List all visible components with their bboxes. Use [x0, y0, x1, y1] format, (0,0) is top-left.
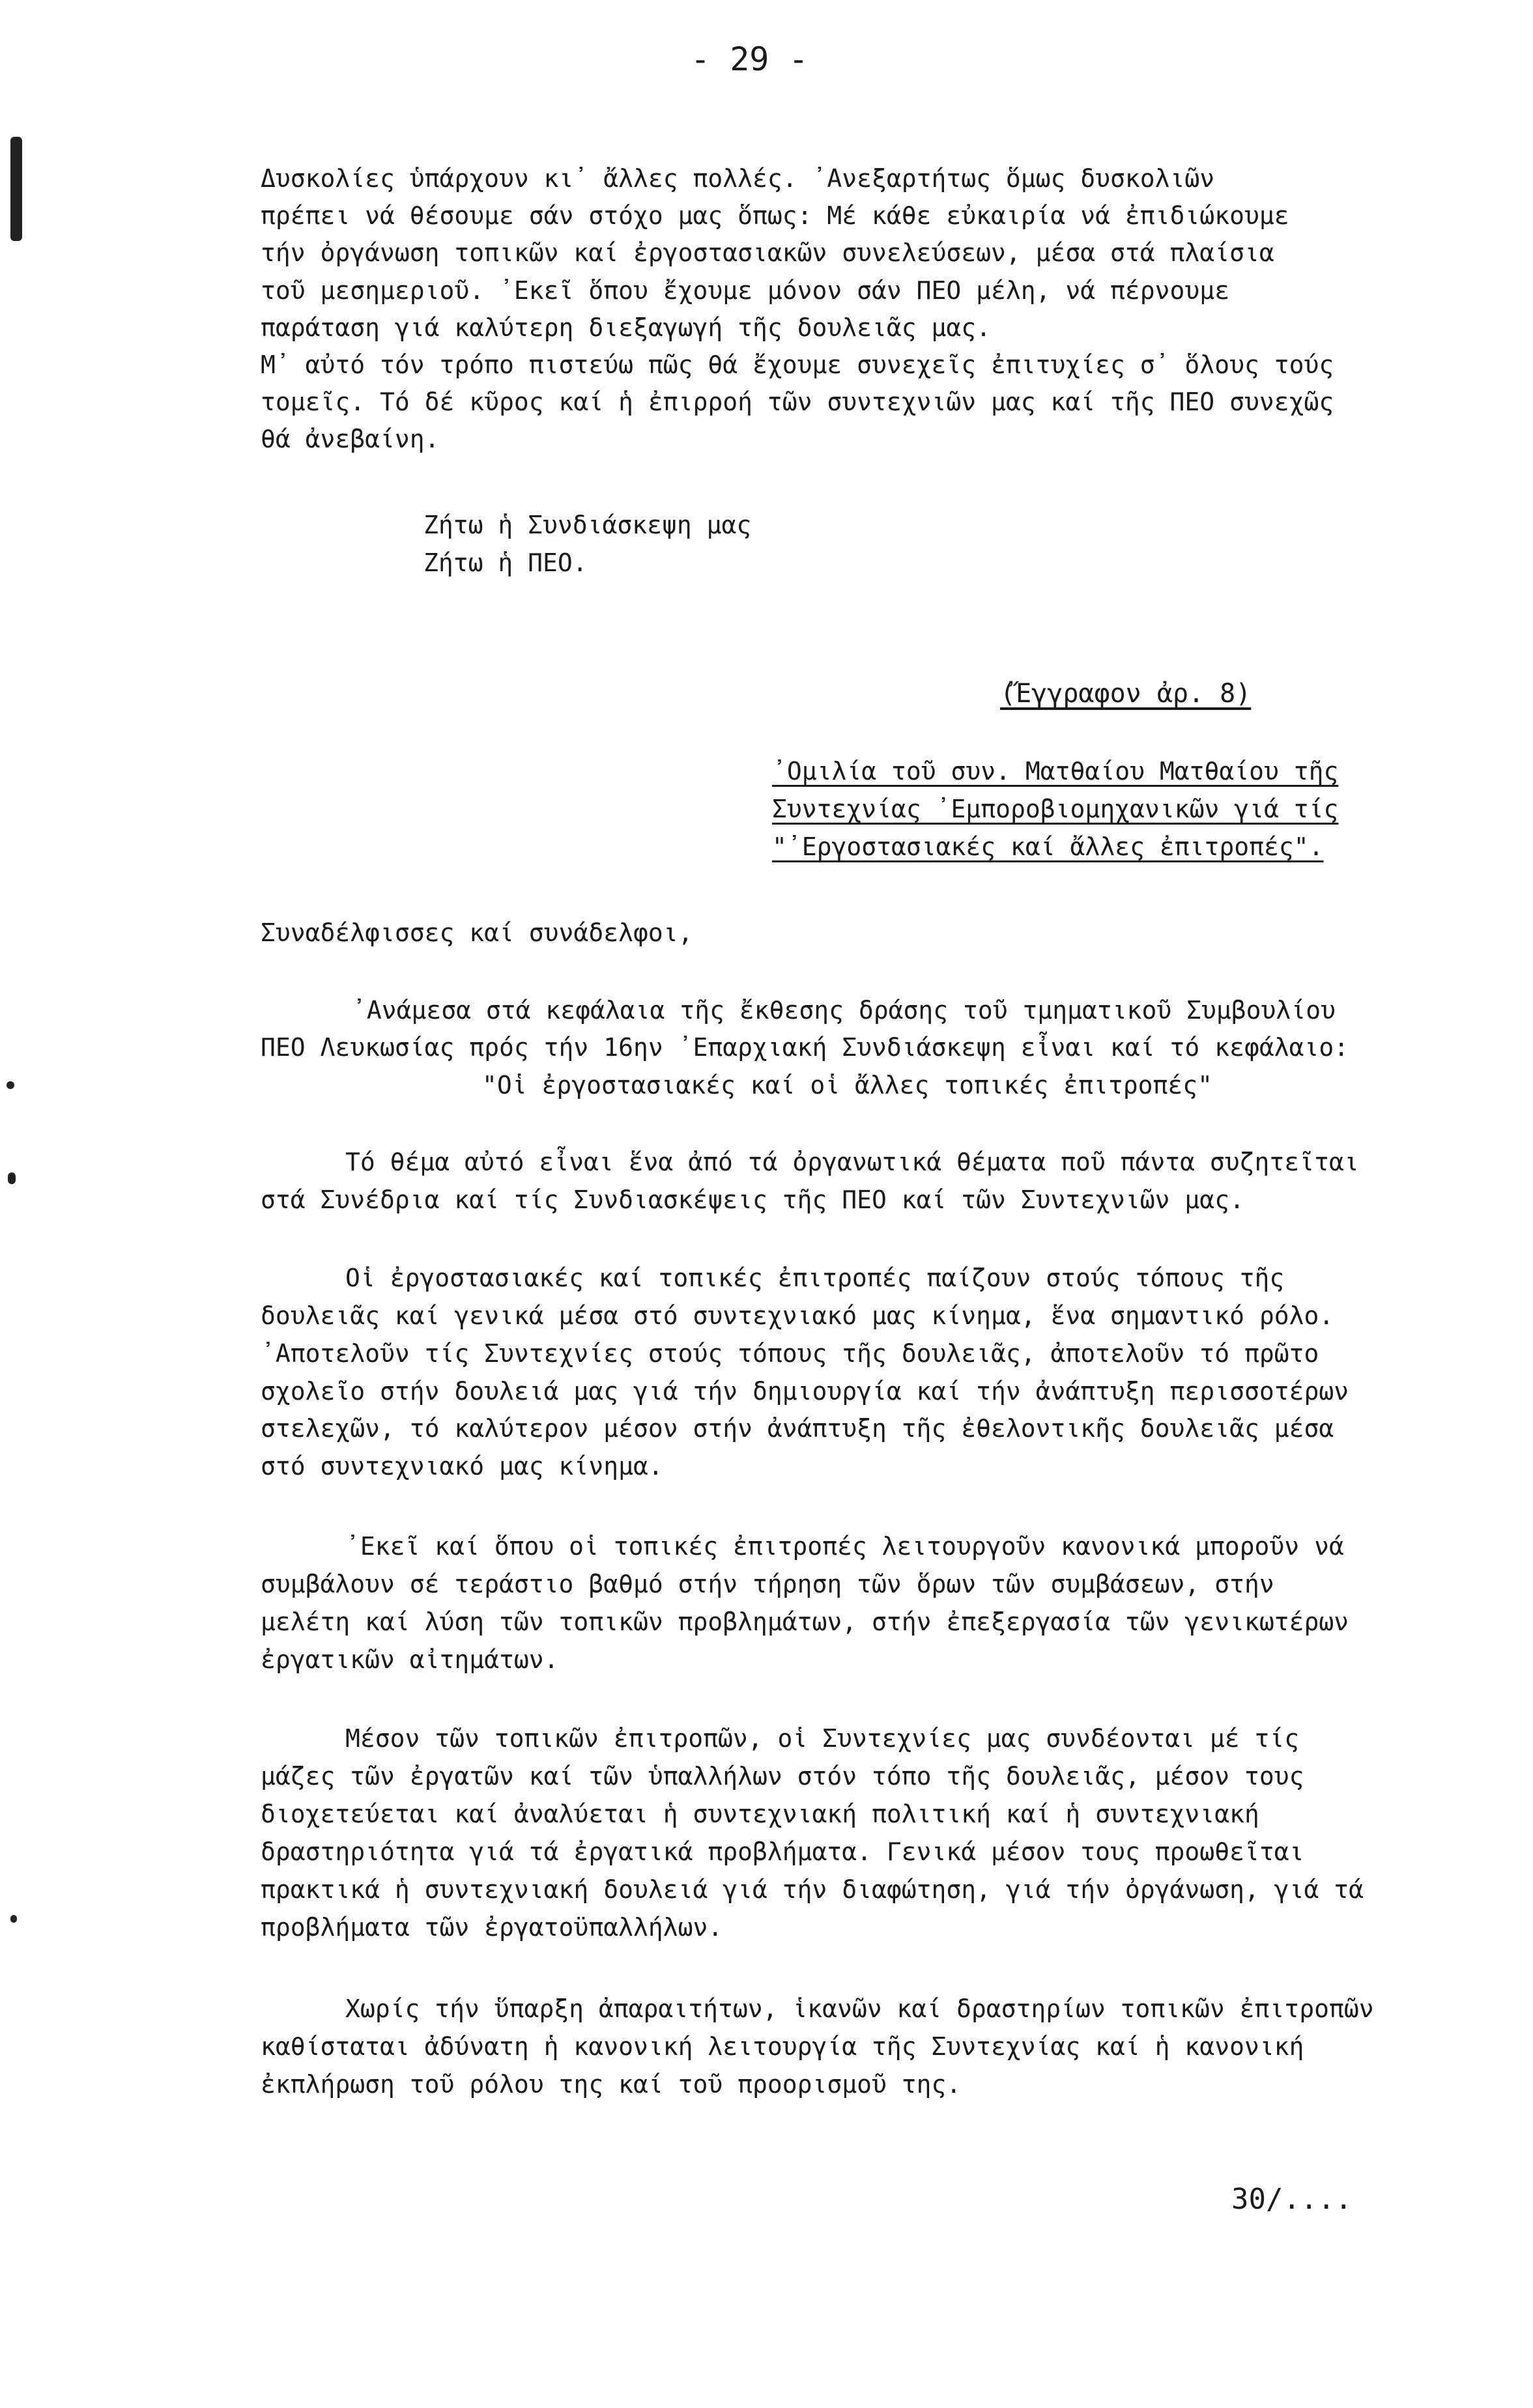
text-line: τοῦ μεσημεριοῦ. ᾽Εκεῖ ὅπου ἔχουμε μόνον σάν ΠΕΟ μέλη, νά πέρνουμε: [261, 276, 1230, 305]
text-line: καθίσταται ἀδύνατη ἡ κανονική λειτουργία τῆς Συντεχνίας καί ἡ κανονική: [261, 2032, 1304, 2061]
text-line: μάζες τῶν ἐργατῶν καί τῶν ὑπαλλήλων στόν τόπο τῆς δουλειᾶς, μέσον τους: [261, 1762, 1304, 1791]
scan-mark: [10, 1915, 17, 1923]
text-line: δουλειᾶς καί γενικά μέσα στό συντεχνιακό μας κίνημα, ἕνα σημαντικό ρόλο.: [261, 1301, 1334, 1330]
text-line: σχολεῖο στήν δουλειά μας γιά τήν δημιουργία καί τήν ἀνάπτυξη περισσοτέρων: [261, 1377, 1349, 1406]
speech-title-line: "᾽Εργοστασιακές καί ἄλλες ἐπιτροπές".: [772, 832, 1324, 861]
salutation: Συναδέλφισσες καί συνάδελφοι,: [261, 918, 693, 947]
slogan: Ζήτω ἡ ΠΕΟ.: [423, 548, 588, 577]
text-line: στελεχῶν, τό καλύτερον μέσον στήν ἀνάπτυξη τῆς ἐθελοντικῆς δουλειᾶς μέσα: [261, 1414, 1334, 1443]
text-line: Χωρίς τήν ὕπαρξη ἀπαραιτήτων, ἱκανῶν καί δραστηρίων τοπικῶν ἐπιτροπῶν: [345, 1994, 1374, 2023]
continuation-marker: 30/....: [1231, 2183, 1353, 2216]
text-line: διοχετεύεται καί ἀναλύεται ἡ συντεχνιακή πολιτική καί ἡ συντεχνιακή: [261, 1800, 1259, 1828]
text-line: Μέσον τῶν τοπικῶν ἐπιτροπῶν, οἱ Συντεχνίες μας συνδέονται μέ τίς: [345, 1724, 1300, 1753]
scan-mark: [10, 137, 22, 241]
text-line: Οἱ ἐργοστασιακές καί τοπικές ἐπιτροπές παίζουν στούς τόπους τῆς: [345, 1264, 1285, 1292]
text-line: παράταση γιά καλύτερη διεξαγωγή τῆς δουλειᾶς μας.: [261, 313, 992, 342]
text-line: συμβάλουν σέ τεράστιο βαθμό στήν τήρηση τῶν ὅρων τῶν συμβάσεων, στήν: [261, 1570, 1274, 1598]
text-line: Τό θέμα αὐτό εἶναι ἕνα ἀπό τά ὀργανωτικά θέματα ποῦ πάντα συζητεῖται: [345, 1148, 1359, 1176]
text-line: "Οἱ ἐργοστασιακές καί οἱ ἄλλες τοπικές ἐπιτροπές": [482, 1071, 1213, 1099]
slogan: Ζήτω ἡ Συνδιάσκεψη μας: [423, 511, 752, 539]
speech-title-line: ᾽Ομιλία τοῦ συν. Ματθαίου Ματθαίου τῆς: [772, 757, 1339, 786]
text-line: μελέτη καί λύση τῶν τοπικῶν προβλημάτων, στήν ἐπεξεργασία τῶν γενικωτέρων: [261, 1608, 1349, 1636]
text-line: ᾽Ανάμεσα στά κεφάλαια τῆς ἔκθεσης δράσης τοῦ τμηματικοῦ Συμβουλίου: [352, 996, 1336, 1025]
text-line: στά Συνέδρια καί τίς Συνδιασκέψεις τῆς ΠΕΟ καί τῶν Συντεχνιῶν μας.: [261, 1185, 1244, 1214]
text-line: ΠΕΟ Λευκωσίας πρός τήν 16ην ᾽Επαρχιακή Συνδιάσκεψη εἶναι καί τό κεφάλαιο:: [261, 1033, 1349, 1062]
text-line: στό συντεχνιακό μας κίνημα.: [261, 1452, 663, 1480]
text-line: θά ἀνεβαίνη.: [261, 425, 440, 453]
text-line: πρακτικά ἡ συντεχνιακή δουλειά γιά τήν διαφώτηση, γιά τήν ὀργάνωση, γιά τά: [261, 1875, 1364, 1904]
text-line: ἐργατικῶν αἰτημάτων.: [261, 1645, 559, 1674]
text-line: τήν ὀργάνωση τοπικῶν καί ἐργοστασιακῶν συνελεύσεων, μέσα στά πλαίσια: [261, 238, 1274, 267]
text-line: Δυσκολίες ὑπάρχουν κι᾽ ἄλλες πολλές. ᾽Ανεξαρτήτως ὅμως δυσκολιῶν: [261, 164, 1215, 193]
scan-mark: [7, 1081, 14, 1089]
text-line: δραστηριότητα γιά τά ἐργατικά προβλήματα. Γενικά μέσον τους προωθεῖται: [261, 1837, 1304, 1866]
text-line: προβλήματα τῶν ἐργατοϋπαλλήλων.: [261, 1913, 723, 1942]
page-number: - 29 -: [691, 40, 809, 78]
scan-mark: [8, 1172, 16, 1184]
text-line: ᾽Εκεῖ καί ὅπου οἱ τοπικές ἐπιτροπές λειτουργοῦν κανονικά μποροῦν νά: [345, 1532, 1344, 1561]
text-line: πρέπει νά θέσουμε σάν στόχο μας ὅπως: Μέ κάθε εὐκαιρία νά ἐπιδιώκουμε: [261, 201, 1289, 230]
text-line: ἐκπλήρωση τοῦ ρόλου της καί τοῦ προορισμοῦ της.: [261, 2070, 962, 2099]
text-line: ᾽Αποτελοῦν τίς Συντεχνίες στούς τόπους τῆς δουλειᾶς, ἀποτελοῦν τό πρῶτο: [261, 1339, 1319, 1368]
text-line: τομεῖς. Τό δέ κῦρος καί ἡ ἐπιρροή τῶν συντεχνιῶν μας καί τῆς ΠΕΟ συνεχῶς: [261, 388, 1334, 416]
document-reference: (Ἔγγραφον ἀρ. 8): [1000, 679, 1252, 709]
speech-title-line: Συντεχνίας ᾽Εμποροβιομηχανικῶν γιά τίς: [772, 795, 1339, 823]
text-line: Μ᾽ αὐτό τόν τρόπο πιστεύω πῶς θά ἔχουμε συνεχεῖς ἐπιτυχίες σ᾽ ὅλους τούς: [261, 350, 1334, 379]
